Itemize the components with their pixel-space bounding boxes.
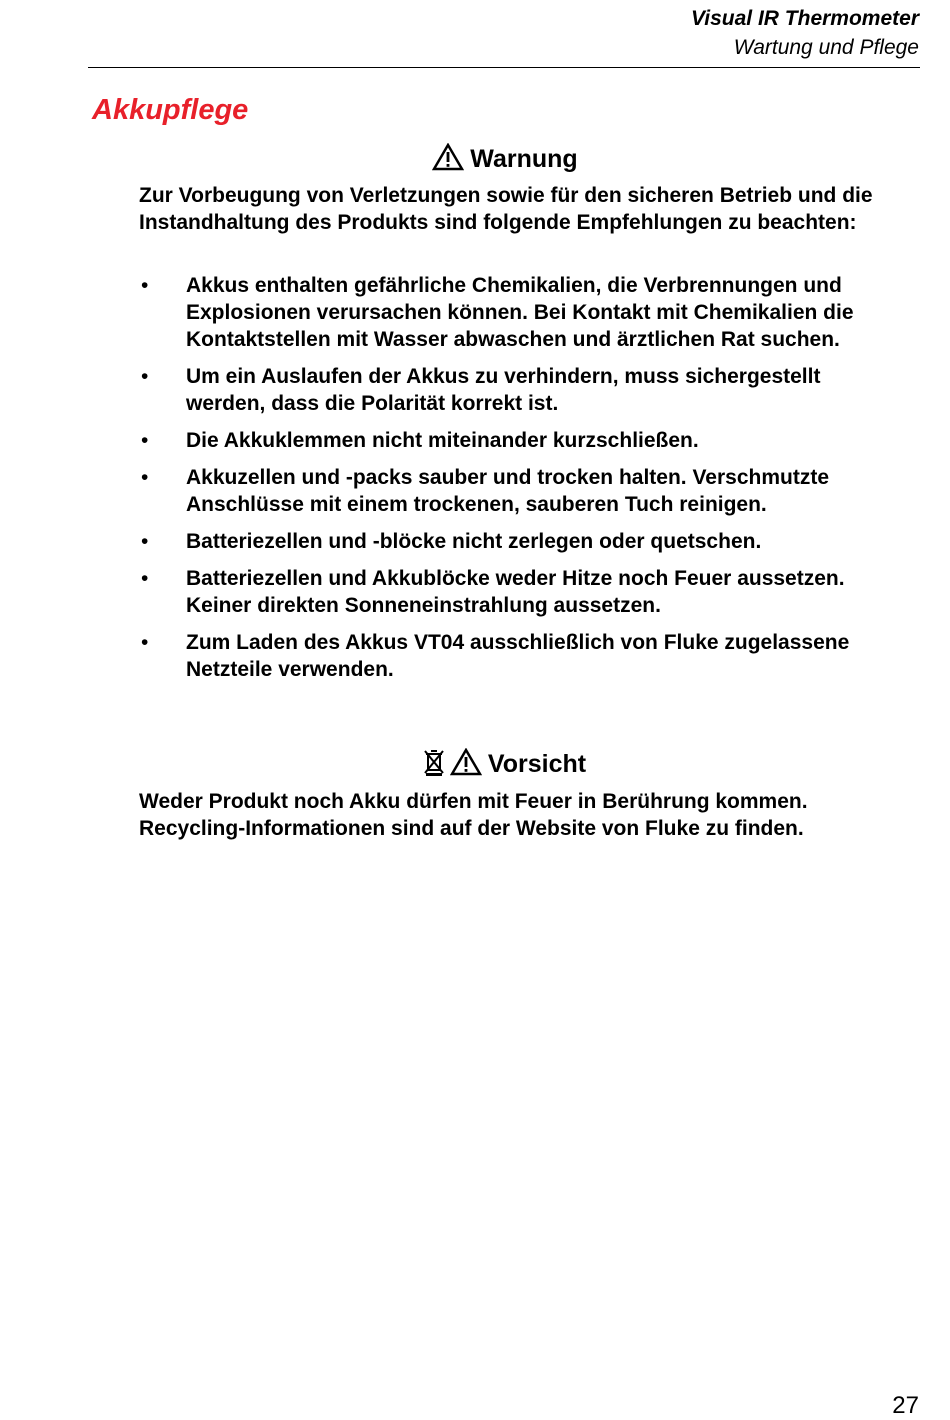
caution-text: Weder Produkt noch Akku dürfen mit Feuer in Berührung kommen. Recycling-Informationen sind auf der Website von Fluke zu finden.: [139, 790, 808, 840]
list-item: [139, 272, 889, 353]
bullet-icon: •: [141, 530, 149, 553]
crossed-bin-icon: [424, 748, 444, 784]
list-item-text: Die Akkuklemmen nicht miteinander kurzschließen.: [186, 429, 699, 452]
bullet-icon: •: [141, 466, 149, 489]
bullet-icon: •: [141, 365, 149, 388]
bullet-icon: •: [141, 631, 149, 654]
warning-heading: [0, 143, 950, 179]
header-section-title: Wartung und Pflege: [733, 36, 919, 59]
warning-triangle-icon: [450, 748, 482, 784]
list-item-text: Batteriezellen und -blöcke nicht zerlegen oder quetschen.: [186, 530, 762, 553]
warning-triangle-icon: [432, 143, 464, 179]
list-item: [139, 528, 889, 555]
header-product-title: Visual IR Thermometer: [691, 7, 919, 30]
header-divider: [88, 67, 920, 68]
list-item: [139, 427, 889, 454]
caution-heading-label: Vorsicht: [487, 750, 587, 778]
list-item: [139, 565, 889, 619]
list-item-text: Zum Laden des Akkus VT04 ausschließlich von Fluke zugelassene Netzteile verwenden.: [186, 631, 850, 681]
list-item-text: Akkus enthalten gefährliche Chemikalien, die Verbrennungen und Explosionen verursachen können. Bei Kontakt mit Chemikalien die Kontaktstellen mit Wasser abwaschen und ärztlichen Rat suchen.: [186, 274, 854, 351]
page-number: 27: [892, 1392, 919, 1419]
list-item: [139, 363, 889, 417]
list-item: [139, 464, 889, 518]
warning-intro-text: Zur Vorbeugung von Verletzungen sowie für den sicheren Betrieb und die Instandhaltung des Produkts sind folgende Empfehlungen zu beachten:: [139, 184, 873, 234]
warning-list: [139, 272, 889, 693]
warning-heading-label: Warnung: [470, 145, 578, 173]
list-item-text: Um ein Auslaufen der Akkus zu verhindern, muss sichergestellt werden, dass die Polarität korrekt ist.: [186, 365, 821, 415]
bullet-icon: •: [141, 429, 149, 452]
bullet-icon: •: [141, 567, 149, 590]
caution-heading: [0, 748, 950, 784]
list-item-text: Batteriezellen und Akkublöcke weder Hitze noch Feuer aussetzen. Keiner direkten Sonneneinstrahlung aussetzen.: [186, 567, 845, 617]
list-item: [139, 629, 889, 683]
list-item-text: Akkuzellen und -packs sauber und trocken halten. Verschmutzte Anschlüsse mit einem trockenen, sauberen Tuch reinigen.: [186, 466, 830, 516]
page-header: [691, 4, 919, 62]
bullet-icon: •: [141, 274, 149, 297]
page-title: Akkupflege: [92, 94, 249, 126]
